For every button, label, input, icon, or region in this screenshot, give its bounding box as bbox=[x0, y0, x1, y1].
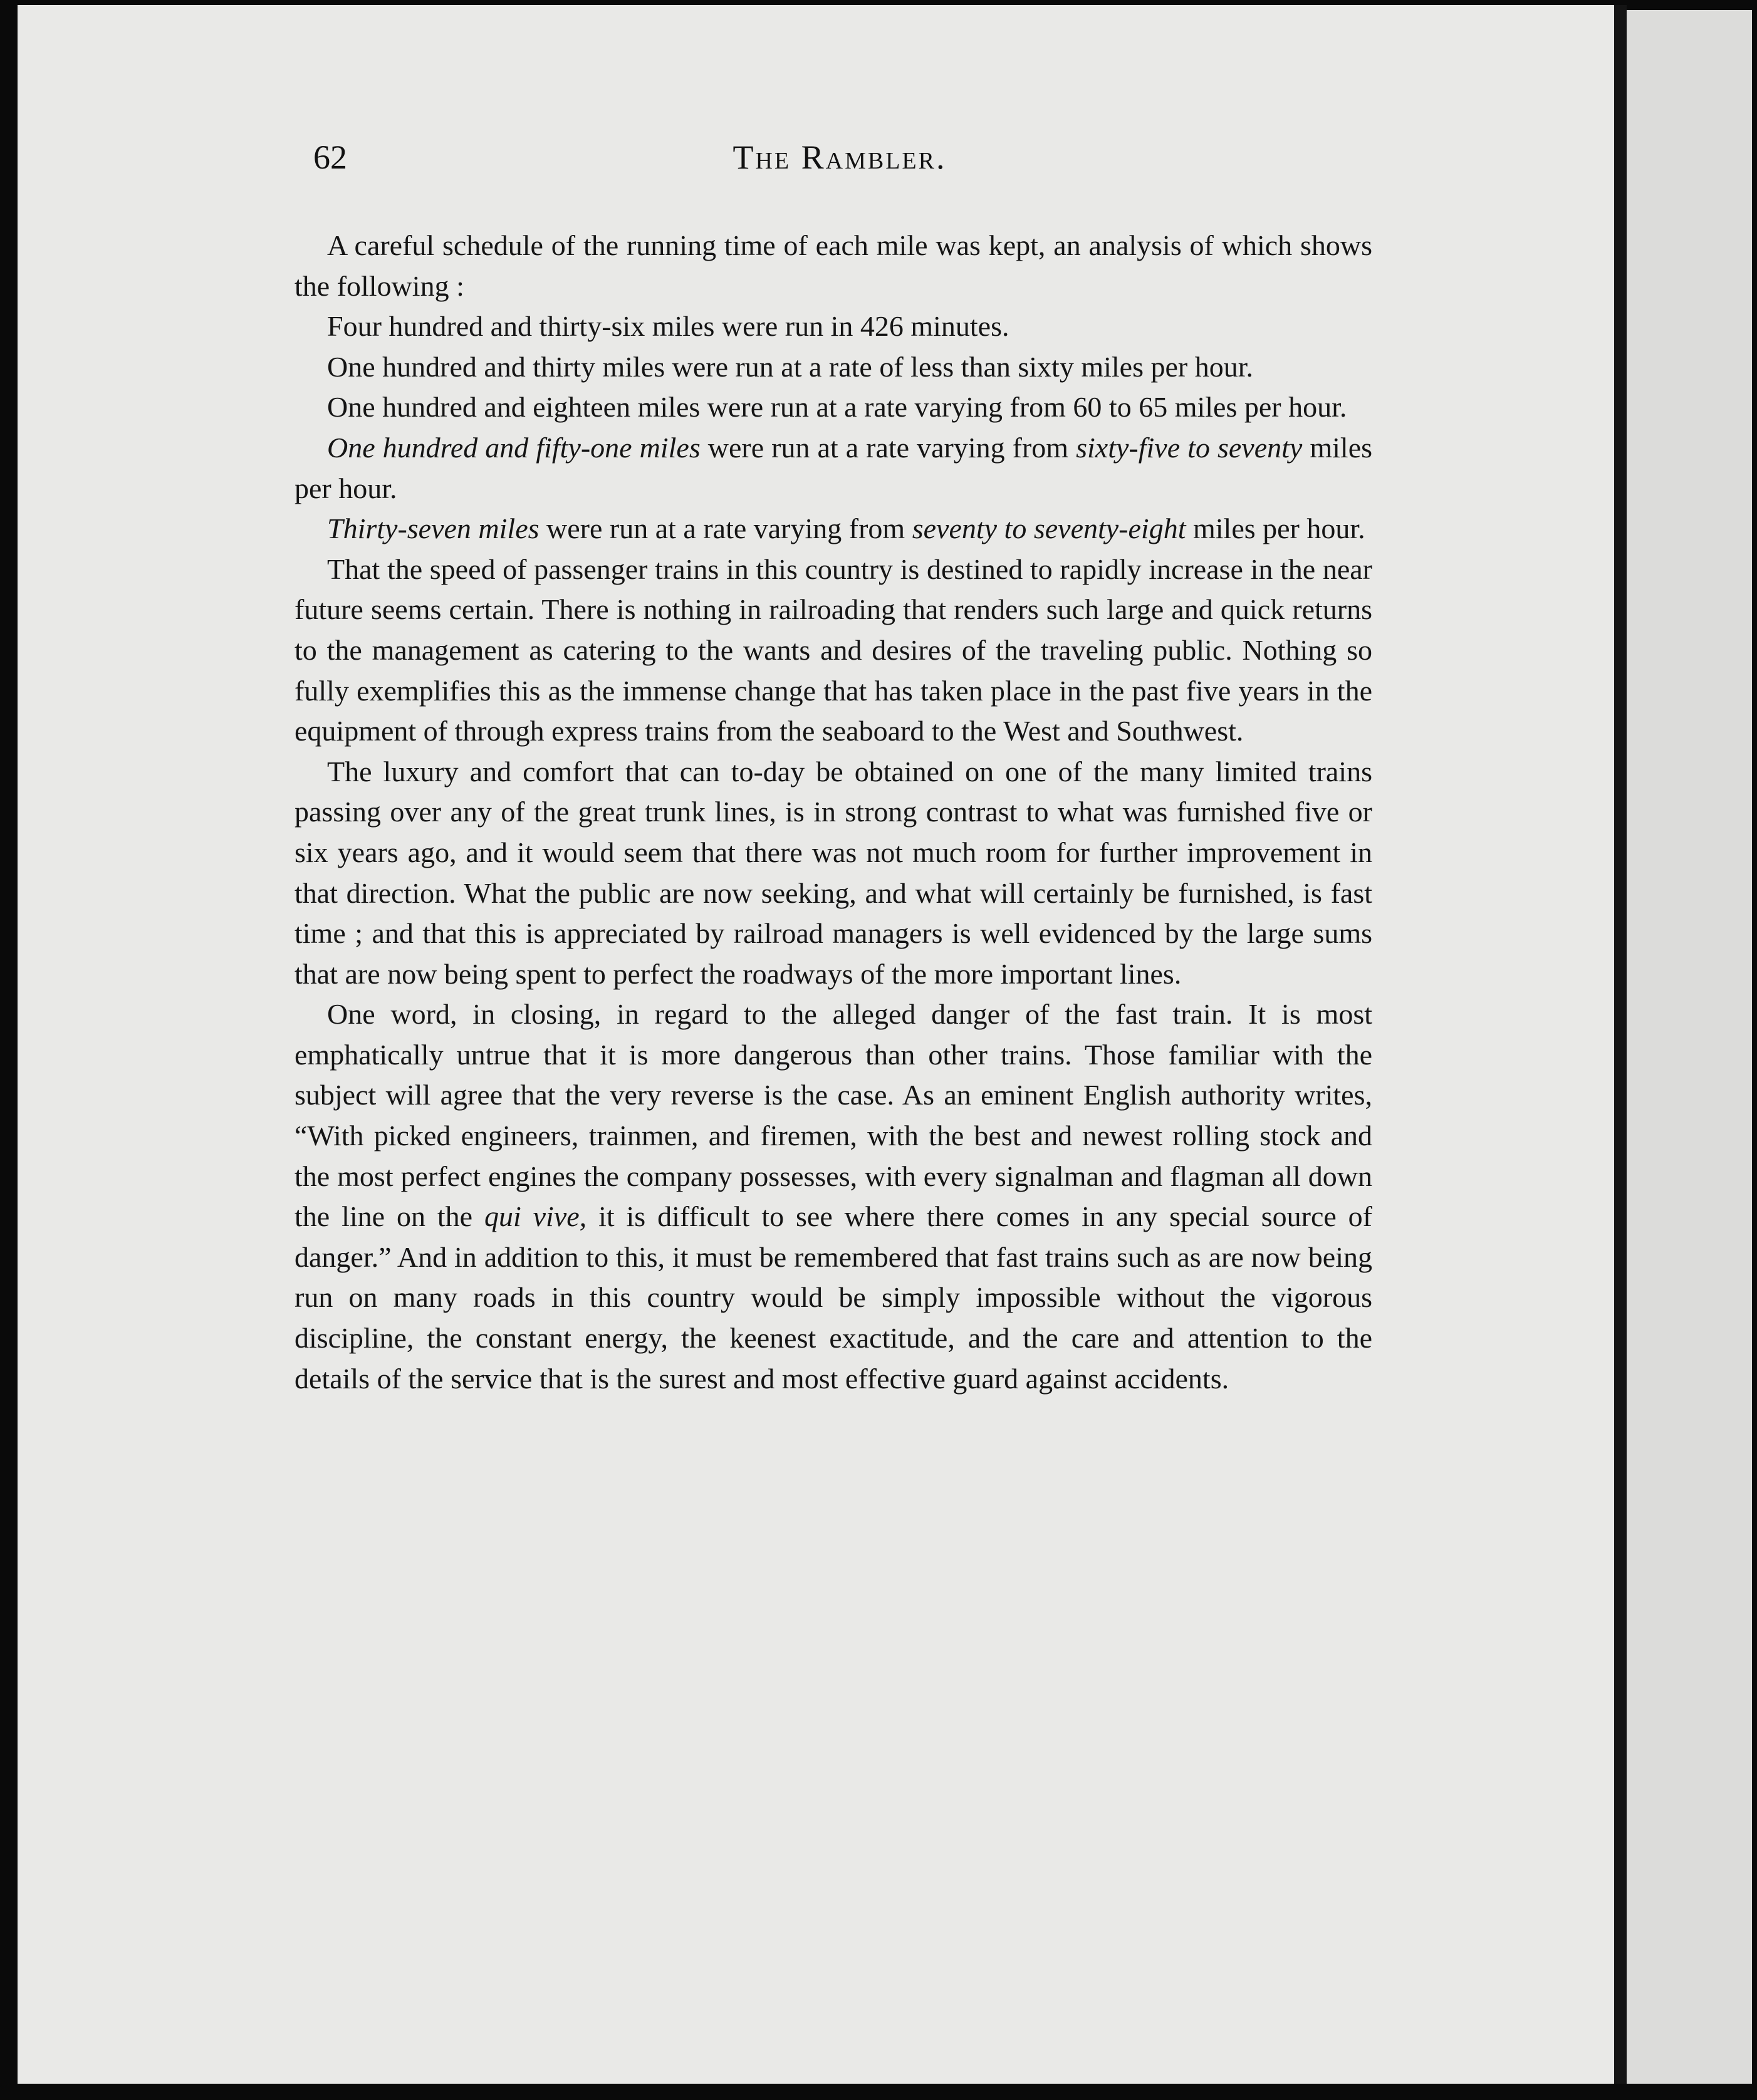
paragraph: The luxury and comfort that can to-day be obtained on one of the many limited trains passing over any of the great trunk lines, is in strong contrast to what was furnished five or six years ago, and it would seem that there was not much room for further improvement in that direction. What the public are now seeking, and what will certainly be furnished, is fast time ; and that this is appreciated by railroad managers is well evidenced by the large sums that are now being spent to perfect the roadways of the more important lines. bbox=[295, 755, 1372, 990]
text-run: miles per hour. bbox=[295, 431, 1373, 504]
text-run: One word, in closing, in regard to the alleged danger of the fast train. It is most emphatically untrue that it is more dangerous than other trains. Those familiar with the subject will agree that the very reverse is the case. As an eminent English authority writes, “With picked engineers, trainmen, and firemen, with the best and newest rolling stock and the most perfect engines the company possesses, with every signalman and flagman all down the line on the bbox=[295, 998, 1372, 1233]
paragraph: That the speed of passenger trains in this country is destined to rapidly increase in the near future seems certain. There is nothing in railroading that renders such large and quick returns to the management as catering to the wants and desires of the traveling public. Nothing so fully exemplifies this as the immense change that has taken place in the past five years in the equipment of through express trains from the seaboard to the West and Southwest. bbox=[295, 553, 1372, 747]
running-title: The Rambler. bbox=[733, 138, 947, 176]
text-run: were run at a rate varying from bbox=[539, 512, 912, 545]
text-run: it is difficult to see where there comes in any special source of danger.” And in addition to this, it must be remembered that fast trains such as are now being run on many roads in this country would be simply impossible without the vigorous discipline, the constant energy, the keenest exactitude, and the care and attention to the details of the service that is the surest and most effective guard against accidents. bbox=[295, 1200, 1372, 1395]
body-text bbox=[295, 226, 1372, 1399]
paragraph: A careful schedule of the running time of each mile was kept, an analysis of which shows the following : bbox=[295, 229, 1372, 302]
text-run: were run at a rate varying from bbox=[700, 431, 1077, 464]
italic-phrase: One hundred and fifty-one miles bbox=[327, 431, 701, 464]
paragraph: One hundred and eighteen miles were run at a rate varying from 60 to 65 miles per hour. bbox=[327, 391, 1347, 424]
italic-phrase: qui vive, bbox=[484, 1200, 587, 1233]
italic-phrase: Thirty-seven miles bbox=[327, 512, 540, 545]
italic-phrase: sixty-five to seventy bbox=[1076, 431, 1303, 464]
paragraph: Four hundred and thirty-six miles were run in 426 minutes. bbox=[327, 310, 1009, 343]
text-run: miles per hour. bbox=[1186, 512, 1365, 545]
facing-page-strip bbox=[1627, 10, 1752, 2084]
paragraph: One hundred and thirty miles were run at a rate of less than sixty miles per hour. bbox=[327, 350, 1253, 383]
paragraph bbox=[295, 428, 1372, 509]
paragraph bbox=[295, 994, 1372, 1399]
paragraph bbox=[295, 509, 1372, 549]
page-header bbox=[295, 138, 1385, 188]
page-edge-shadow bbox=[1614, 5, 1627, 2084]
page-number: 62 bbox=[313, 138, 347, 176]
italic-phrase: seventy to seventy-eight bbox=[912, 512, 1186, 545]
